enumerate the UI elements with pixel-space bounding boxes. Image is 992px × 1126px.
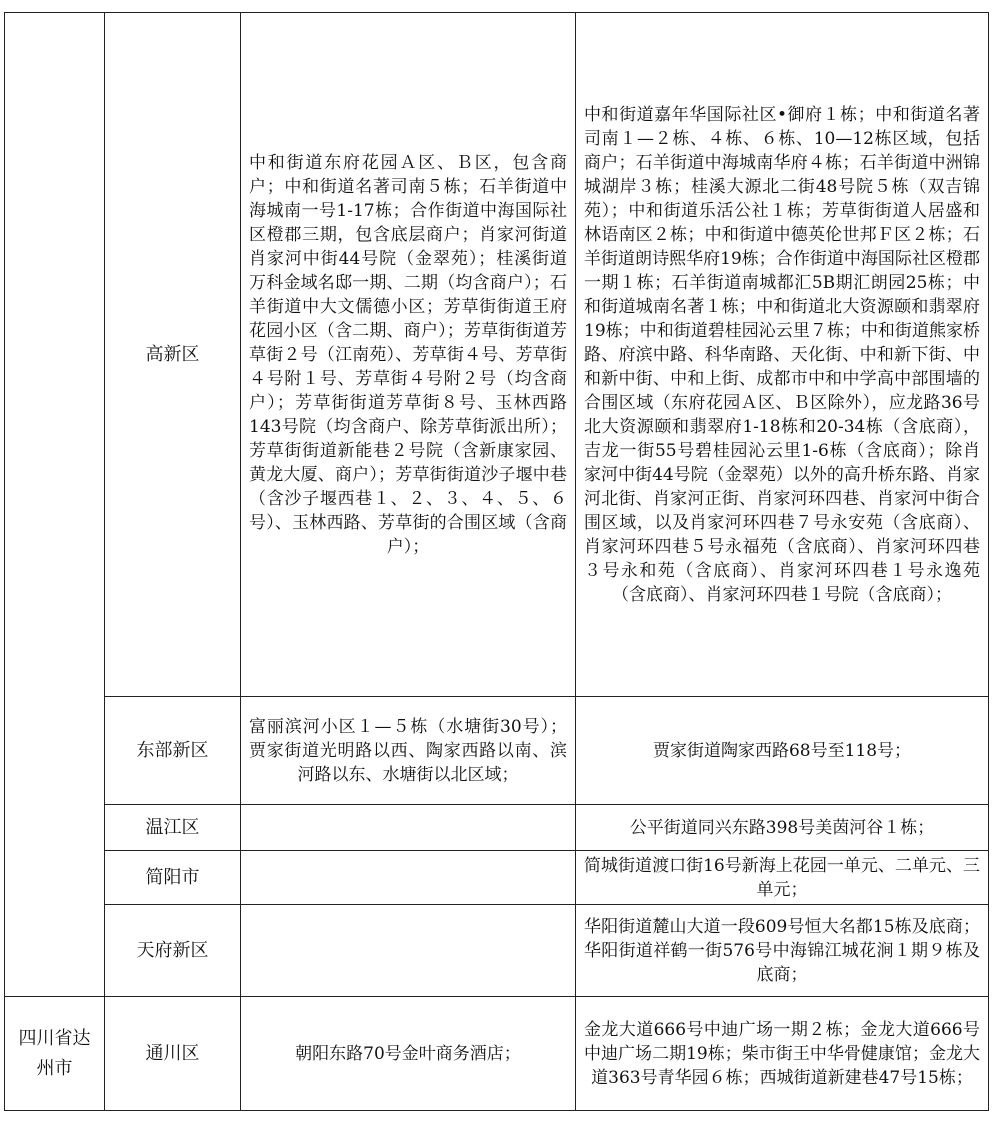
medium-risk-cell (241, 905, 576, 997)
district-cell: 简阳市 (105, 851, 241, 905)
low-risk-cell: 华阳街道麓山大道一段609号恒大名都15栋及底商；华阳街道祥鹤一街576号中海锦江城花涧１期９栋及底商； (576, 905, 989, 997)
low-risk-cell: 公平街道同兴东路398号美茵河谷１栋； (576, 805, 989, 851)
low-risk-cell: 金龙大道666号中迪广场一期２栋；金龙大道666号中迪广场二期19栋；柴市街王中华骨健康馆；金龙大道363号青华园６栋；西城街道新建巷47号15栋； (576, 997, 989, 1111)
table-row (5, 905, 989, 997)
table-row (5, 851, 989, 905)
risk-area-table (4, 12, 989, 1111)
low-risk-cell: 简城街道渡口街16号新海上花园一单元、二单元、三单元； (576, 851, 989, 905)
city-cell (5, 13, 105, 997)
district-cell: 东部新区 (105, 697, 241, 805)
medium-risk-cell (241, 805, 576, 851)
district-cell: 高新区 (105, 13, 241, 697)
table-row (5, 13, 989, 697)
district-cell: 天府新区 (105, 905, 241, 997)
table-row (5, 697, 989, 805)
medium-risk-cell: 中和街道东府花园Ａ区、Ｂ区，包含商户；中和街道名著司南５栋；石羊街道中海城南一号1-17栋；合作街道中海国际社区橙郡三期，包含底层商户；肖家河街道肖家河中街44号院（金翠苑）；桂溪街道万科金域名邸一期、二期（均含商户）；石羊街道中大文儒德小区；芳草街街道王府花园小区（含二期、商户）；芳草街街道芳草街２号（江南苑）、芳草街４号、芳草街４号附１号、芳草街４号附２号（均含商户）；芳草街街道芳草街８号、玉林西路143号院（均含商户、除芳草街派出所）；芳草街街道新能巷２号院（含新康家园、黄龙大厦、商户）；芳草街街道沙子堰中巷（含沙子堰西巷１、２、３、４、５、６号）、玉林西路、芳草街的合围区域（含商户）； (241, 13, 576, 697)
table-row (5, 805, 989, 851)
medium-risk-cell: 朝阳东路70号金叶商务酒店； (241, 997, 576, 1111)
medium-risk-cell (241, 851, 576, 905)
medium-risk-cell: 富丽滨河小区１—５栋（水塘街30号）；贾家街道光明路以西、陶家西路以南、滨河路以东、水塘街以北区域； (241, 697, 576, 805)
low-risk-cell: 贾家街道陶家西路68号至118号； (576, 697, 989, 805)
district-cell: 温江区 (105, 805, 241, 851)
district-cell: 通川区 (105, 997, 241, 1111)
low-risk-cell: 中和街道嘉年华国际社区•御府１栋；中和街道名著司南１—２栋、４栋、６栋、10—12栋区域，包括商户；石羊街道中海城南华府４栋；石羊街道中洲锦城湖岸３栋；桂溪大源北二街48号院５栋（双吉锦苑）；中和街道乐活公社１栋；芳草街街道人居盛和林语南区２栋；中和街道中德英伦世邦Ｆ区２栋；石羊街道朗诗熙华府19栋；合作街道中海国际社区橙郡一期１栋；石羊街道南城都汇5B期汇朗园25栋；中和街道城南名著１栋；中和街道北大资源颐和翡翠府19栋；中和街道碧桂园沁云里７栋；中和街道熊家桥路、府滨中路、科华南路、天化街、中和新下街、中和新中街、中和上街、成都市中和中学高中部围墙的合围区域（东府花园Ａ区、Ｂ区除外），应龙路36号北大资源颐和翡翠府1-18栋和20-34栋（含底商），吉龙一街55号碧桂园沁云里1-6栋（含底商）；除肖家河中街44号院（金翠苑）以外的高升桥东路、肖家河北街、肖家河正街、肖家河环四巷、肖家河中街合围区域，以及肖家河环四巷７号永安苑（含底商）、肖家河环四巷５号永福苑（含底商）、肖家河环四巷３号永和苑（含底商）、肖家河环四巷１号永逸苑（含底商）、肖家河环四巷１号院（含底商）； (576, 13, 989, 697)
table-row (5, 997, 989, 1111)
city-cell: 四川省达州市 (5, 997, 105, 1111)
